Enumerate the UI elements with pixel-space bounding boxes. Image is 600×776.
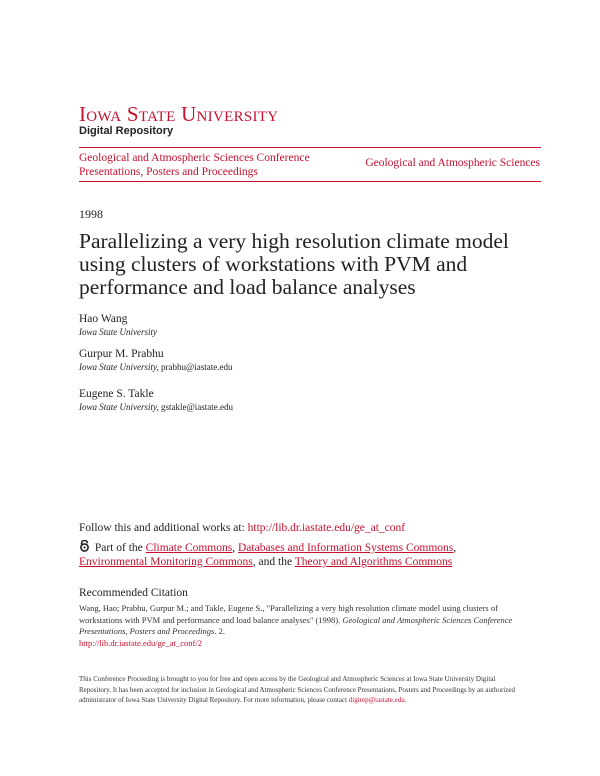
separator: , (232, 542, 236, 554)
footer-text: This Conference Proceeding is brought to you for free and open access by the Geological and Atmospheric Sciences at Iowa State University Digital Repository. It has been accepted for inclusion in Geological and Atmospheric Sciences Conference Presentations, Posters and Proceedings by an authorized administrator of Iowa State University Digital Repository. For more information, please contact (79, 675, 515, 704)
footer-notice (79, 674, 524, 706)
commons-link-databases[interactable]: Databases and Information Systems Commons (237, 542, 454, 554)
author-email[interactable]: gstakle@iastate.edu (161, 402, 234, 412)
affiliation-text: Iowa State University (79, 362, 157, 372)
footer-end: . (404, 696, 407, 704)
part-of-commons (79, 540, 519, 569)
citation-venue: Geological and Atmospheric Sciences Conference Presentations, Posters and Proceedings (79, 614, 513, 636)
part-of-prefix: Part of the (94, 542, 143, 554)
contact-email-link[interactable]: digirep@iastate.edu (348, 696, 405, 704)
author-name: Gurpur M. Prabhu (79, 348, 164, 360)
separator: , and the (252, 556, 293, 568)
commons-link-environmental[interactable]: Environmental Monitoring Commons (79, 556, 253, 568)
citation-heading: Recommended Citation (79, 587, 188, 599)
author-affiliation (79, 327, 157, 337)
follow-text: Follow this and additional works at: (79, 522, 245, 534)
follow-line (79, 522, 405, 534)
affiliation-text: Iowa State University (79, 327, 157, 337)
author-name: Hao Wang (79, 313, 128, 325)
author-email[interactable]: prabhu@iastate.edu (161, 362, 233, 372)
publication-year: 1998 (79, 207, 103, 221)
author-block (79, 313, 157, 337)
repository-name: Digital Repository (79, 125, 174, 137)
author-block (79, 388, 233, 412)
paper-title: Parallelizing a very high resolution climate model using clusters of workstations with PVM and performance and load balance analyses (79, 229, 509, 299)
author-affiliation: Iowa State University, gstakle@iastate.edu (79, 402, 234, 412)
follow-url-link[interactable]: http://lib.dr.iastate.edu/ge_at_conf (247, 522, 406, 534)
university-name: Iowa State University (79, 102, 279, 126)
header-divider-top (79, 147, 541, 148)
commons-link-theory[interactable]: Theory and Algorithms Commons (294, 556, 453, 568)
separator: , (453, 542, 457, 554)
commons-link-climate[interactable]: Climate Commons (145, 542, 233, 554)
department-link[interactable]: Geological and Atmospheric Sciences (365, 157, 540, 169)
author-affiliation: Iowa State University, prabhu@iastate.edu (79, 362, 233, 372)
citation-text (79, 603, 524, 649)
citation-number: . 2. (214, 626, 225, 636)
university-logo[interactable] (79, 104, 278, 137)
affiliation-text: Iowa State University (79, 402, 157, 412)
citation-url-link[interactable]: http://lib.dr.iastate.edu/ge_at_conf/2 (79, 637, 202, 648)
collection-link[interactable]: Geological and Atmospheric Sciences Conference Presentations, Posters and Proceedings (79, 152, 310, 178)
open-access-icon (79, 540, 90, 552)
header-divider-bottom (79, 181, 541, 182)
citation-body: Wang, Hao; Prabhu, Gurpur M.; and Takle, Eugene S., "Parallelizing a very high resolution climate model using clusters of workstations with PVM and performance and load balance analyses" (1998). (79, 603, 498, 625)
author-name: Eugene S. Takle (79, 388, 154, 400)
author-block (79, 348, 233, 372)
